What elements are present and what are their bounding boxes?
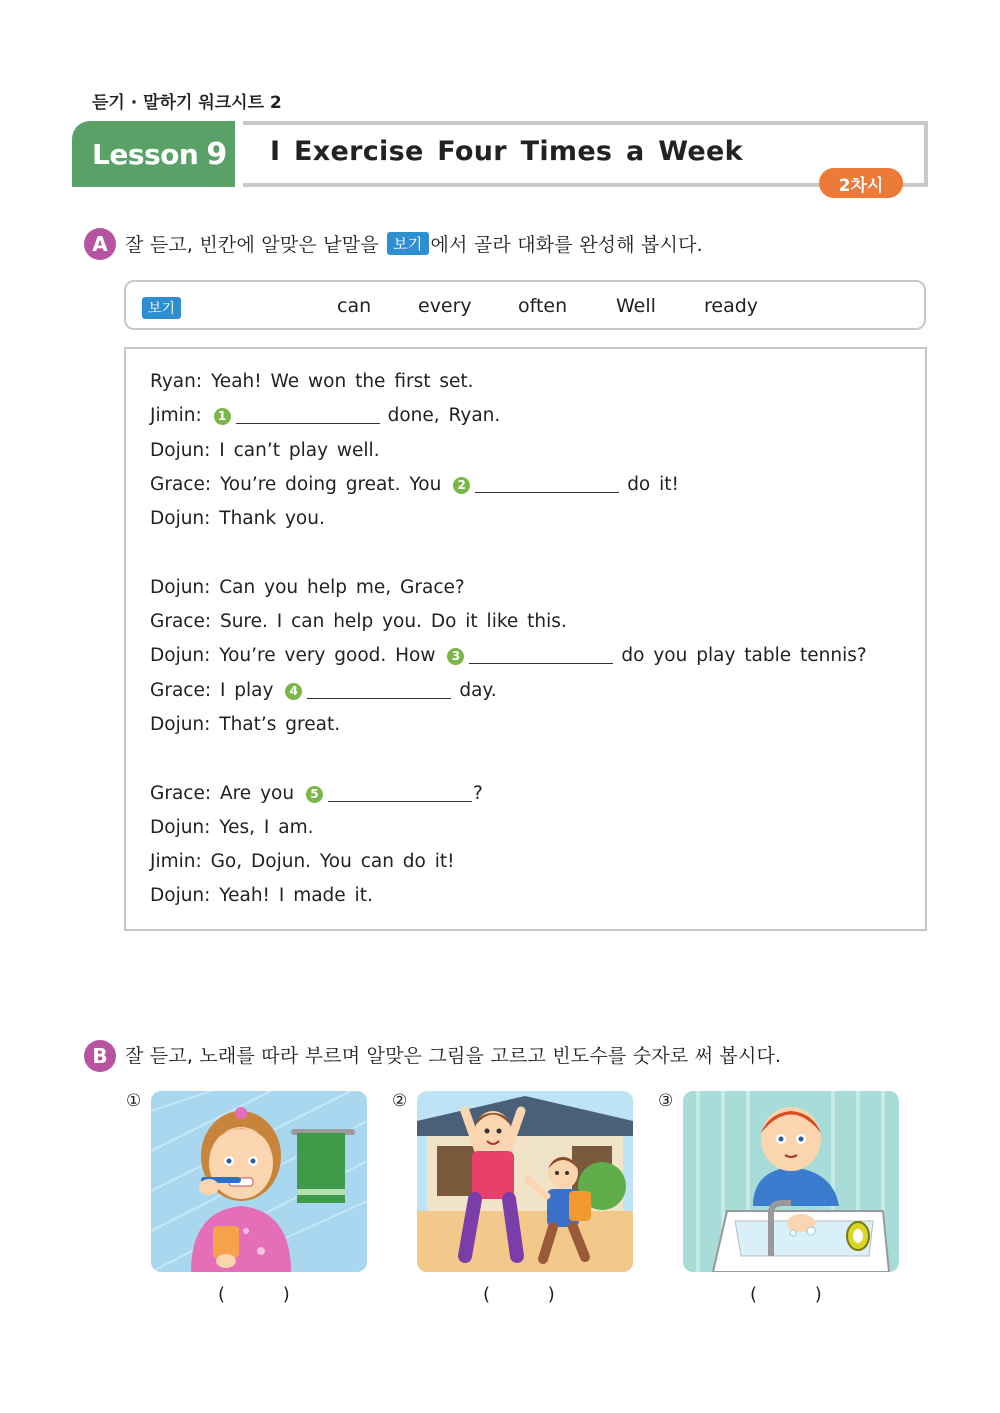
worksheet-label: 듣기 · 말하기 워크시트 2: [92, 93, 282, 113]
picture-greeting[interactable]: [417, 1091, 633, 1272]
blank-field[interactable]: [328, 784, 472, 802]
picture-brushing-teeth[interactable]: [151, 1091, 367, 1272]
instruction-before: 잘 듣고, 빈칸에 알맞은 낱말을: [125, 234, 379, 256]
blank-field[interactable]: [475, 475, 619, 493]
instruction-tag: 보기: [387, 232, 428, 255]
line-text: ?: [472, 783, 483, 804]
dialog-line: Dojun: Thank you.: [150, 508, 325, 529]
dialog-line: Grace: Sure. I can help you. Do it like this.: [150, 611, 567, 632]
line-text: day.: [459, 680, 497, 701]
word-often: often: [518, 295, 568, 317]
speaker-text: Dojun: You’re very good. How: [150, 645, 436, 666]
dialog-line: Dojun: Yeah! I made it.: [150, 885, 373, 906]
dialog-box: [124, 347, 927, 931]
blank-number: 3: [447, 648, 464, 665]
word-box: [124, 280, 926, 330]
dialog-line: [150, 680, 497, 701]
answer-blank-2[interactable]: ( ): [483, 1284, 555, 1305]
instruction-after: 에서 골라 대화를 완성해 봅시다.: [430, 234, 703, 256]
lesson-tab: [72, 121, 235, 187]
dialog-line: Jimin: Go, Dojun. You can do it!: [150, 851, 455, 872]
page-title: I Exercise Four Times a Week: [270, 136, 743, 167]
blank-number: 1: [214, 408, 231, 425]
word-can: can: [337, 295, 372, 317]
line-text: do it!: [627, 474, 679, 495]
picture-2-label: ②: [392, 1091, 408, 1111]
word-ready: ready: [704, 295, 759, 317]
dialog-line: [150, 645, 867, 666]
blank-number: 5: [306, 786, 323, 803]
blank-number: 2: [453, 477, 470, 494]
section-a-instruction: [125, 230, 703, 257]
picture-3-label: ③: [658, 1091, 674, 1111]
section-b-marker: B: [84, 1040, 116, 1072]
word-every: every: [418, 295, 472, 317]
blank-field[interactable]: [469, 646, 613, 664]
blank-field[interactable]: [236, 406, 380, 424]
picture-washing-hands[interactable]: [683, 1091, 899, 1272]
speaker-text: Grace: I play: [150, 680, 274, 701]
section-a-marker: A: [84, 228, 116, 260]
dialog-line: Dojun: That’s great.: [150, 714, 341, 735]
word-well: Well: [616, 295, 656, 317]
speaker-text: Grace: Are you: [150, 783, 295, 804]
speaker-text: Jimin:: [150, 405, 202, 426]
answer-blank-3[interactable]: ( ): [750, 1284, 822, 1305]
speaker-text: Grace: You’re doing great. You: [150, 474, 442, 495]
dialog-line: Dojun: Can you help me, Grace?: [150, 577, 465, 598]
lesson-label: Lesson: [92, 137, 199, 171]
word-box-tag: 보기: [142, 297, 181, 319]
line-text: do you play table tennis?: [621, 645, 867, 666]
lesson-number: 9: [206, 136, 227, 172]
section-b-instruction: 잘 듣고, 노래를 따라 부르며 알맞은 그림을 고르고 빈도수를 숫자로 써 봅시다.: [125, 1045, 782, 1067]
dialog-line: Dojun: Yes, I am.: [150, 817, 314, 838]
dialog-line: Dojun: I can’t play well.: [150, 440, 380, 461]
picture-1-label: ①: [126, 1091, 142, 1111]
dialog-line: [150, 474, 679, 495]
dialog-line: [150, 783, 483, 804]
dialog-line: Ryan: Yeah! We won the first set.: [150, 371, 474, 392]
blank-field[interactable]: [307, 681, 451, 699]
blank-number: 4: [285, 683, 302, 700]
dialog-line: [150, 405, 500, 426]
line-text: done, Ryan.: [387, 405, 501, 426]
session-badge: 2차시: [819, 168, 903, 198]
answer-blank-1[interactable]: ( ): [218, 1284, 290, 1305]
